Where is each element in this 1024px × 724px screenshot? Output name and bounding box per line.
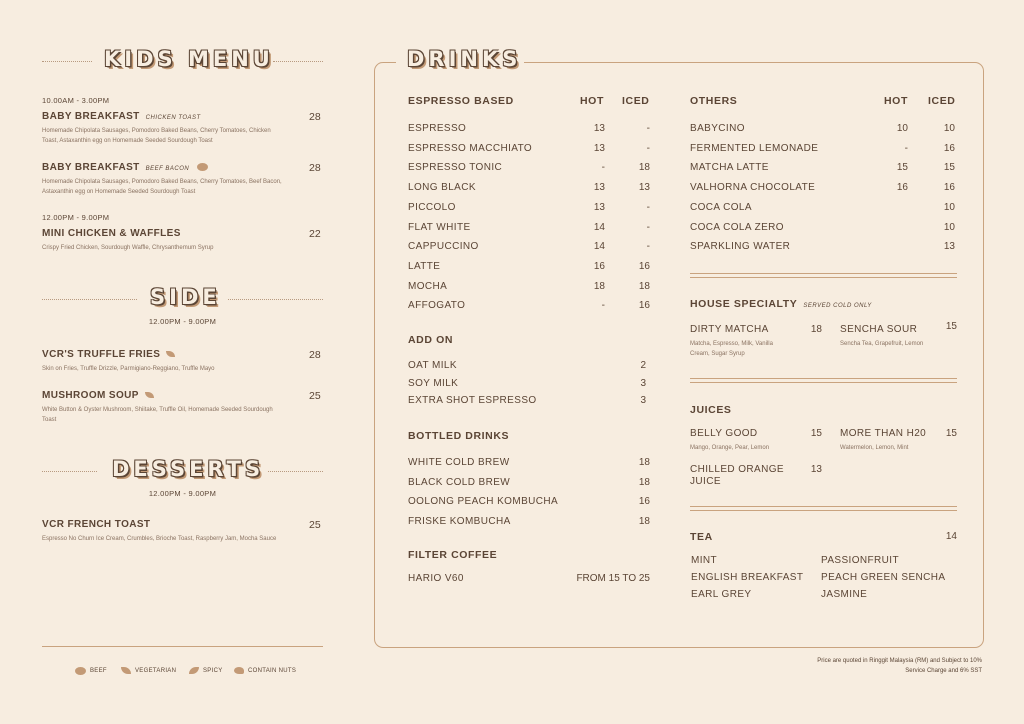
vegetarian-icon [166, 351, 175, 357]
drink-name: WHITE COLD BREW [408, 457, 510, 468]
legend-spicy: SPICY [189, 662, 223, 680]
drink-price: 15 [810, 428, 822, 439]
nuts-icon [234, 667, 244, 674]
menu-item-name: VCR FRENCH TOAST [42, 519, 151, 530]
hot-price: 14 [593, 241, 605, 253]
vegetarian-icon [121, 667, 131, 674]
menu-item-desc: Espresso No Churn Ice Cream, Crumbles, Brioche Toast, Raspberry Jam, Mocha Sauce [42, 536, 277, 542]
legend-divider [42, 646, 323, 647]
menu-item-desc: Skin on Fries, Truffle Drizzle, Parmigiano-Reggiano, Truffle Mayo [42, 366, 215, 372]
drink-name: SPARKLING WATER [690, 241, 791, 253]
iced-price: - [646, 201, 650, 213]
desserts-time: 12.00PM - 9.00PM [148, 489, 217, 498]
menu-item-price: 28 [309, 349, 321, 361]
iced-price: 13 [638, 182, 650, 194]
drink-price: FROM 15 TO 25 [576, 573, 650, 584]
drink-name: FERMENTED LEMONADE [690, 142, 819, 154]
drink-desc: Matcha, Espresso, Milk, Vanilla Cream, Sugar Syrup [690, 341, 773, 357]
menu-item-name: BABY BREAKFAST CHICKEN TOAST [42, 111, 201, 122]
item-tag: CHICKEN TOAST [145, 115, 201, 121]
drink-name: SENCHA SOUR [840, 324, 918, 335]
hot-price: - [601, 162, 605, 174]
section-divider [690, 378, 957, 383]
drink-name: CHILLED ORANGE JUICE [690, 464, 784, 487]
iced-price: 10 [943, 123, 955, 134]
drink-name: MORE THAN H20 [840, 428, 927, 439]
drinks-title: DRINKS [407, 47, 522, 71]
filter-header: FILTER COFFEE [408, 549, 498, 561]
drink-name: ESPRESSO [408, 123, 467, 134]
drink-name: AFFOGATO [408, 300, 466, 312]
legend-vegetarian: VEGETARIAN [121, 662, 176, 680]
iced-price: 16 [638, 300, 650, 312]
drink-name: MOCHA [408, 280, 448, 292]
drink-price: 15 [945, 428, 957, 439]
house-tag: SERVED COLD ONLY [803, 303, 872, 309]
drink-price: 15 [945, 321, 957, 332]
drink-desc: Watermelon, Lemon, Mint [840, 445, 909, 451]
iced-price: - [646, 221, 650, 233]
drink-name: OOLONG PEACH KOMBUCHA [408, 496, 559, 508]
tea-item: JASMINE [821, 589, 868, 600]
legend-beef: BEEF [75, 662, 107, 680]
menu-item-desc: Homemade Chipolata Sausages, Pomodoro Baked Beans, Cherry Tomatoes, Chicken Toast, Astaxanthin egg on Homemade Seeded Sourdough Toast [42, 128, 271, 144]
drink-price: 16 [638, 496, 650, 508]
drink-name: ESPRESSO TONIC [408, 162, 503, 174]
drink-price: 18 [638, 457, 650, 468]
menu-item-price: 25 [309, 390, 321, 402]
divider [268, 471, 323, 472]
drink-name: EXTRA SHOT ESPRESSO [408, 395, 537, 406]
hot-price: 13 [593, 182, 605, 194]
vegetarian-icon [145, 392, 154, 398]
bottled-header: BOTTLED DRINKS [408, 430, 510, 442]
iced-price: 18 [638, 280, 650, 292]
tea-item: ENGLISH BREAKFAST [691, 572, 804, 583]
drink-name: COCA COLA ZERO [690, 221, 784, 233]
house-header: HOUSE SPECIALTY SERVED COLD ONLY [690, 298, 872, 310]
drink-price: 3 [640, 395, 646, 406]
tea-item: PASSIONFRUIT [821, 555, 899, 566]
hot-price: 10 [896, 123, 908, 134]
addon-header: ADD ON [408, 334, 454, 346]
divider [42, 61, 92, 62]
drink-name: HARIO V60 [408, 573, 464, 584]
menu-item-price: 28 [309, 111, 321, 123]
tea-item: PEACH GREEN SENCHA [821, 572, 946, 583]
drink-name: COCA COLA [690, 201, 752, 213]
drink-name: CAPPUCCINO [408, 241, 479, 253]
desserts-title: DESSERTS [112, 457, 265, 481]
hot-price: - [904, 142, 908, 154]
iced-header: ICED [622, 95, 650, 107]
drink-name: SOY MILK [408, 377, 459, 389]
drink-name: ESPRESSO MACCHIATO [408, 142, 533, 154]
tea-item: MINT [691, 555, 718, 566]
beef-icon [197, 163, 208, 171]
hot-price: 18 [593, 280, 605, 292]
hot-header: HOT [580, 95, 604, 107]
iced-price: - [646, 123, 650, 134]
side-time: 12.00PM - 9.00PM [148, 317, 217, 326]
drink-name: FLAT WHITE [408, 221, 471, 233]
kids-menu-title: KIDS MENU [104, 47, 274, 71]
drink-name: DIRTY MATCHA [690, 324, 769, 335]
hot-price: 13 [593, 201, 605, 213]
item-tag: BEEF BACON [145, 166, 190, 172]
tea-price: 14 [945, 531, 957, 542]
menu-item-name: MINI CHICKEN & WAFFLES [42, 228, 181, 239]
hot-price: 16 [593, 260, 605, 272]
drink-name: FRISKE KOMBUCHA [408, 516, 511, 528]
drink-price: 18 [638, 516, 650, 528]
iced-price: 10 [943, 221, 955, 233]
iced-price: - [646, 241, 650, 253]
legend-nuts: CONTAIN NUTS [234, 662, 296, 680]
drink-name: BABYCINO [690, 123, 745, 134]
hot-price: 14 [593, 221, 605, 233]
drink-name: OAT MILK [408, 360, 457, 371]
menu-item-price: 25 [309, 519, 321, 531]
menu-item-desc: Crispy Fried Chicken, Sourdough Waffle, Chrysanthemum Syrup [42, 245, 214, 251]
drink-price: 13 [810, 464, 822, 475]
menu-item-desc: White Button & Oyster Mushroom, Shiitake, Truffle Oil, Homemade Seeded Sourdough Toast [42, 407, 273, 423]
menu-item-desc: Homemade Chipolata Sausages, Pomodoro Baked Beans, Cherry Tomatoes, Beef Bacon, Astaxanthin egg on Homemade Seeded Sourdough Toast [42, 179, 282, 195]
drink-name: MATCHA LATTE [690, 162, 769, 174]
spicy-icon [189, 667, 199, 674]
beef-icon [75, 667, 86, 675]
iced-price: - [646, 142, 650, 154]
divider [228, 299, 323, 300]
iced-price: 10 [943, 201, 955, 213]
iced-price: 16 [943, 142, 955, 154]
tea-item: EARL GREY [691, 589, 752, 600]
divider [42, 299, 137, 300]
divider [42, 471, 97, 472]
menu-item-name: BABY BREAKFAST BEEF BACON [42, 162, 208, 173]
iced-price: 13 [943, 241, 955, 253]
drink-name: LONG BLACK [408, 182, 476, 194]
tea-header: TEA [690, 531, 713, 543]
section-divider [690, 273, 957, 278]
hot-price: 13 [593, 123, 605, 134]
divider [273, 61, 323, 62]
iced-price: 16 [638, 260, 650, 272]
juices-header: JUICES [690, 404, 732, 416]
drink-name: LATTE [408, 260, 441, 272]
drink-price: 18 [638, 476, 650, 488]
kids-time-2: 12.00PM - 9.00PM [42, 213, 110, 222]
espresso-header: ESPRESSO BASED [408, 95, 514, 107]
drink-desc: Sencha Tea, Grapefruit, Lemon [840, 341, 924, 347]
price-note: Price are quoted in Ringgit Malaysia (RM) and Subject to 10% Service Charge and 6% SST [817, 658, 982, 674]
iced-price: 18 [638, 162, 650, 174]
drink-price: 2 [640, 360, 646, 371]
iced-price: 16 [943, 182, 955, 194]
menu-item-name: MUSHROOM SOUP [42, 390, 154, 401]
section-divider [690, 506, 957, 511]
hot-header: HOT [884, 95, 908, 107]
menu-item-price: 28 [309, 162, 321, 174]
menu-item-price: 22 [309, 228, 321, 240]
drink-price: 18 [810, 324, 822, 335]
menu-item-name: VCR'S TRUFFLE FRIES [42, 349, 175, 360]
others-header: OTHERS [690, 95, 738, 107]
hot-price: - [601, 300, 605, 312]
drink-name: BELLY GOOD [690, 428, 758, 439]
drink-desc: Mango, Orange, Pear, Lemon [690, 445, 770, 451]
iced-price: 15 [943, 162, 955, 174]
iced-header: ICED [928, 95, 956, 107]
hot-price: 15 [896, 162, 908, 174]
kids-time-1: 10.00AM - 3.00PM [42, 96, 110, 105]
drink-name: BLACK COLD BREW [408, 476, 511, 488]
hot-price: 16 [896, 182, 908, 194]
drink-name: PICCOLO [408, 201, 456, 213]
side-title: SIDE [150, 285, 221, 309]
hot-price: 13 [593, 142, 605, 154]
drink-price: 3 [640, 377, 646, 389]
drink-name: VALHORNA CHOCOLATE [690, 182, 816, 194]
